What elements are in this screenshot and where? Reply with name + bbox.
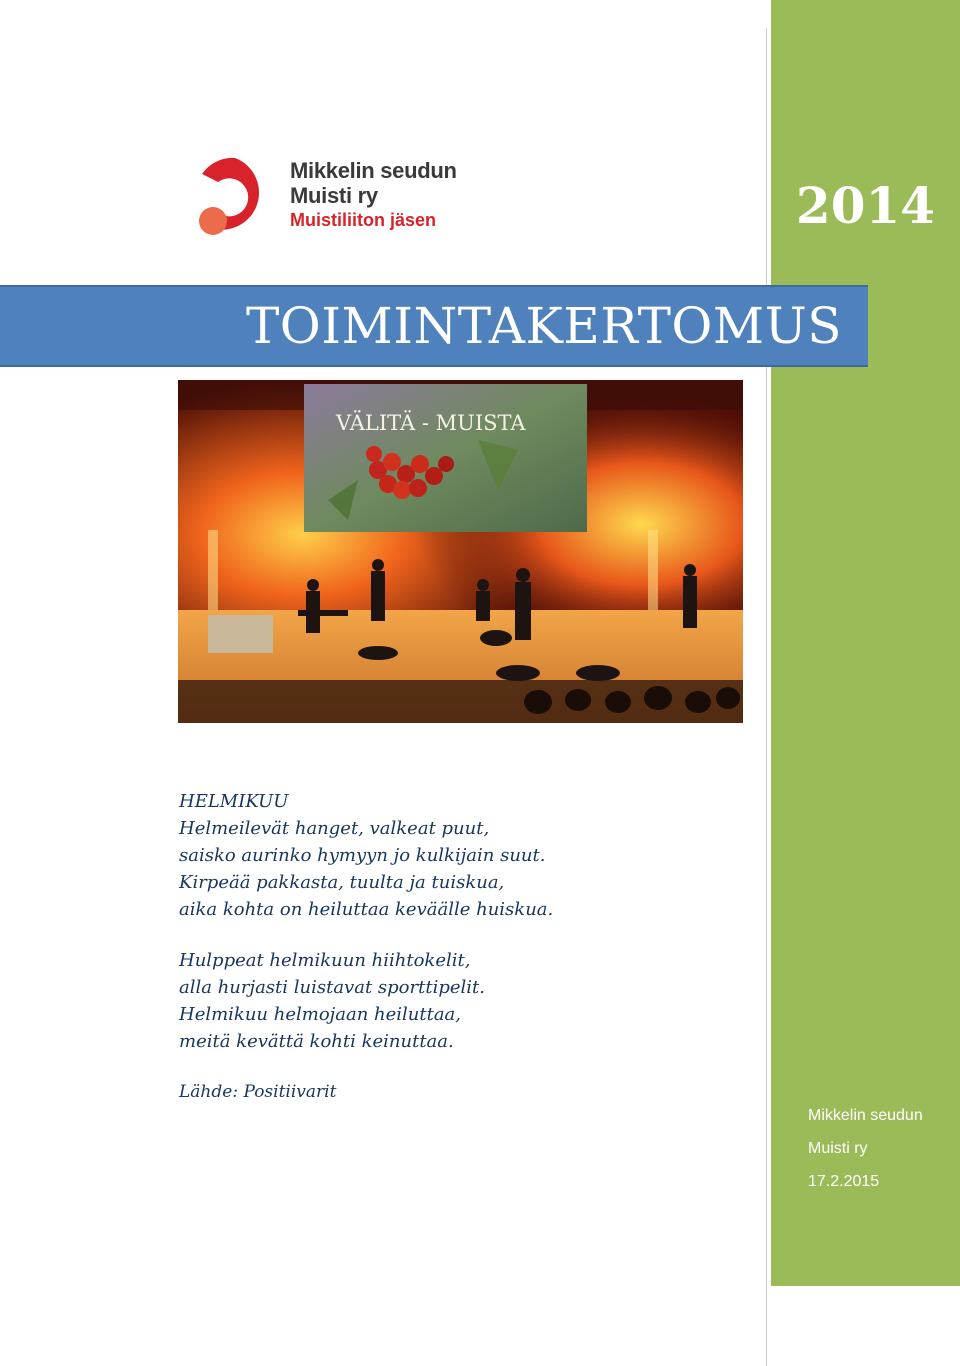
screen-text: VÄLITÄ - MUISTA xyxy=(336,411,526,435)
poem-line: Hulppeat helmikuun hiihtokelit, xyxy=(179,950,471,971)
document-date: 17.2.2015 xyxy=(808,1173,880,1190)
logo-line2: Muisti ry xyxy=(290,183,378,208)
organization-logo xyxy=(192,152,482,247)
poem-line: Kirpeää pakkasta, tuulta ja tuiskua, xyxy=(179,872,505,893)
logo-line1: Mikkelin seudun xyxy=(290,158,457,183)
poem-line: aika kohta on heiluttaa keväälle huiskua. xyxy=(179,899,554,920)
poem-line: Helmeilevät hanget, valkeat puut, xyxy=(179,818,490,839)
poem xyxy=(179,788,769,1055)
poem-line: alla hurjasti luistavat sporttipelit. xyxy=(179,977,485,998)
document-title: TOIMINTAKERTOMUS xyxy=(245,297,842,355)
poem-line: Helmikuu helmojaan heiluttaa, xyxy=(179,1004,462,1025)
sidebar-divider xyxy=(766,28,767,1366)
organization-name-line2: Muisti ry xyxy=(808,1140,868,1157)
logo-text xyxy=(290,158,457,232)
concert-stage-illustration xyxy=(178,380,743,723)
poem-line: saisko aurinko hymyyn jo kulkijain suut. xyxy=(179,845,546,866)
poem-title: HELMIKUU xyxy=(179,791,289,812)
year-label: 2014 xyxy=(795,176,936,235)
logo-mark-icon xyxy=(192,152,278,240)
poem-source: Lähde: Positiivarit xyxy=(179,1082,337,1102)
concert-photo xyxy=(178,380,743,723)
poem-line: meitä kevättä kohti keinuttaa. xyxy=(179,1031,454,1052)
title-banner xyxy=(0,285,868,367)
logo-line3: Muistiliiton jäsen xyxy=(290,210,437,230)
organization-name-line1: Mikkelin seudun xyxy=(808,1107,923,1124)
